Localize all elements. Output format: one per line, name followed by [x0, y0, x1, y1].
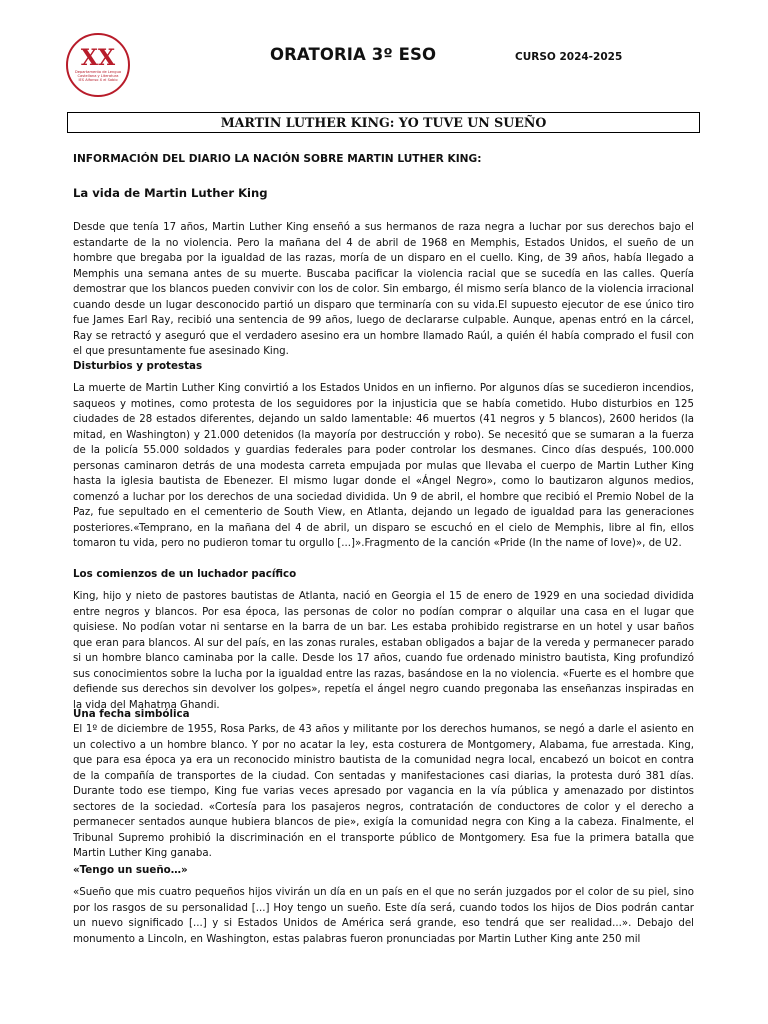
section-text-beginnings: King, hijo y nieto de pastores bautistas de Atlanta, nació en Georgia el 15 de enero de 1929 en una sociedad dividida entre negros y blancos. Por esa época, las personas de color no podían comprar o alquilar una casa en el lugar que quisiese. No podían votar ni sentarse en la barra de un bar. Les estaba prohibido registrarse en un hotel y usar baños que eran para blancos. Al sur del país, en las zonas rurales, estaban obligados a bajar de la vereda y permanecer parado si un hombre blanco caminaba por la calle. Desde los 17 años, cuando fue ordenado ministro bautista, King profundizó sus conocimientos sobre la lucha por la igualdad entre las razas, basándose en la no violencia. «Fuerte es el hombre que defiende sus derechos sin devolver los golpes», repetía el ángel negro cuando pregonaba las enseñanzas inspiradas en la vida del Mahatma Ghandi. — [73, 591, 694, 711]
section-heading-dream: «Tengo un sueño…» — [73, 864, 188, 876]
section-text-life: Desde que tenía 17 años, Martin Luther King enseñó a sus hermanos de raza negra a luchar por sus derechos bajo el estandarte de la no violencia. Pero la mañana del 4 de abril de 1968 en Memphis, Estados Unidos, el sueño de un hombre que bregaba por la igualdad de las razas, moría de un disparo en el cuello. King, de 39 años, había llegado a Memphis una semana antes de su muerte. Buscaba pacificar la violencia racial que se sucedía en las calles. Quería demostrar que los blancos pueden convivir con los de color. Sin embargo, él mismo sería blanco de la violencia irracional cuando desde un lugar desconocido partió un disparo que terminaría con su vida.El supuesto ejecutor de ese único tiro fue James Earl Ray, recibió una sentencia de 99 años, luego de declararse culpable. Aunque, apenas entró en la cárcel, Ray se retractó y aseguró que el verdadero asesino era un hombre llamado Raúl, a quién él había comprado el fusil con el que presuntamente fue asesinado King. — [73, 222, 694, 357]
info-heading: INFORMACIÓN DEL DIARIO LA NACIÓN SOBRE MARTIN LUTHER KING: — [73, 153, 482, 165]
section-heading-life: La vida de Martin Luther King — [73, 186, 268, 200]
logo-emblem-icon — [68, 35, 128, 95]
section-heading-symbolic-date: Una fecha simbólica — [73, 708, 190, 720]
section-text-riots: La muerte de Martin Luther King convirtió a los Estados Unidos en un infierno. Por algunos días se sucedieron incendios, saqueos y motines, como protesta de los seguidores por la injusticia que se había cometido. Hubo disturbios en 125 ciudades de 28 estados diferentes, dejando un saldo lamentable: 46 muertos (41 negros y 5 blancos), 2600 heridos (la mitad, en Washington) y 21.000 detenidos (la mayoría por destrucción y robo). Se necesitó que se sumaran a la fuerza de la policía 55.000 soldados y guardias federales para poder controlar los desmanes. Cinco días después, 100.000 personas caminaron detrás de una modesta carreta empujada por mulas que llevaba el cuerpo de Martin Luther King hasta la iglesia bautista de Ebenezer. El mismo lugar donde el «Ángel Negro», como lo bautizaron algunos medios, comenzó a luchar por los derechos de una sociedad dividida. Un 9 de abril, el hombre que recibió el Premio Nobel de la Paz, fue sepultado en el cementerio de South View, en Atlanta, dejando un legado de igualdad para las generaciones posteriores.«Temprano, en la mañana del 4 de abril, un disparo se escuchó en el cielo de Memphis, libre al fin, ellos tomaron tu vida, pero no pudieron tomar tu orgullo [...]».Fragmento de la canción «Pride (In the name of love)», de U2. — [73, 383, 694, 549]
section-heading-beginnings: Los comienzos de un luchador pacífico — [73, 568, 297, 580]
logo-mark: XX — [80, 45, 116, 71]
section-text-dream: «Sueño que mis cuatro pequeños hijos vivirán un día en un país en el que no serán juzgados por el color de su piel, sino por los rasgos de su personalidad [...] Hoy tengo un sueño. Este día será, cuando todos los hijos de Dios podrán cantar un nuevo significado [...] y si Estados Unidos de América será grande, eso tendrá que ser realidad...». Debajo del monumento a Lincoln, en Washington, estas palabras fueron pronunciadas por Martin Luther King ante 250 mil — [73, 887, 694, 945]
document-title: MARTIN LUTHER KING: YO TUVE UN SUEÑO — [67, 112, 700, 133]
school-logo — [66, 33, 130, 97]
course-title: ORATORIA 3º ESO — [270, 45, 437, 64]
logo-line-1: Departamento de Lengua — [74, 70, 122, 74]
section-heading-riots: Disturbios y protestas — [73, 360, 203, 372]
logo-line-3: IES Alfonso X el Sabio — [78, 78, 118, 82]
course-year: CURSO 2024-2025 — [515, 51, 623, 63]
logo-line-2: Castellana y Literatura — [77, 74, 119, 78]
section-text-symbolic-date: El 1º de diciembre de 1955, Rosa Parks, de 43 años y militante por los derechos humanos, se negó a darle el asiento en un colectivo a un hombre blanco. Y por no acatar la ley, esta costurera de Montgomery, Alabama, fue arrestada. King, que para esa época ya era un reconocido ministro bautista de la comunidad negra local, encabezó un boicot en contra de la compañía de transportes de la ciudad. Con sentadas y manifestaciones casi diarias, la protesta duró 381 días. Durante todo ese tiempo, King fue varias veces apresado por vagancia en la vía pública y amenazado por distintos sectores de la sociedad. «Cortesía para los pasajeros negros, contratación de conductores de color y el derecho a permanecer sentados aunque hubiera blancos de pie», exigía la comunidad negra con King a la cabeza. Finalmente, el Tribunal Supremo prohibió la discriminación en el transporte público de Montgomery. Esa fue la primera batalla que Martin Luther King ganaba. — [73, 724, 694, 859]
